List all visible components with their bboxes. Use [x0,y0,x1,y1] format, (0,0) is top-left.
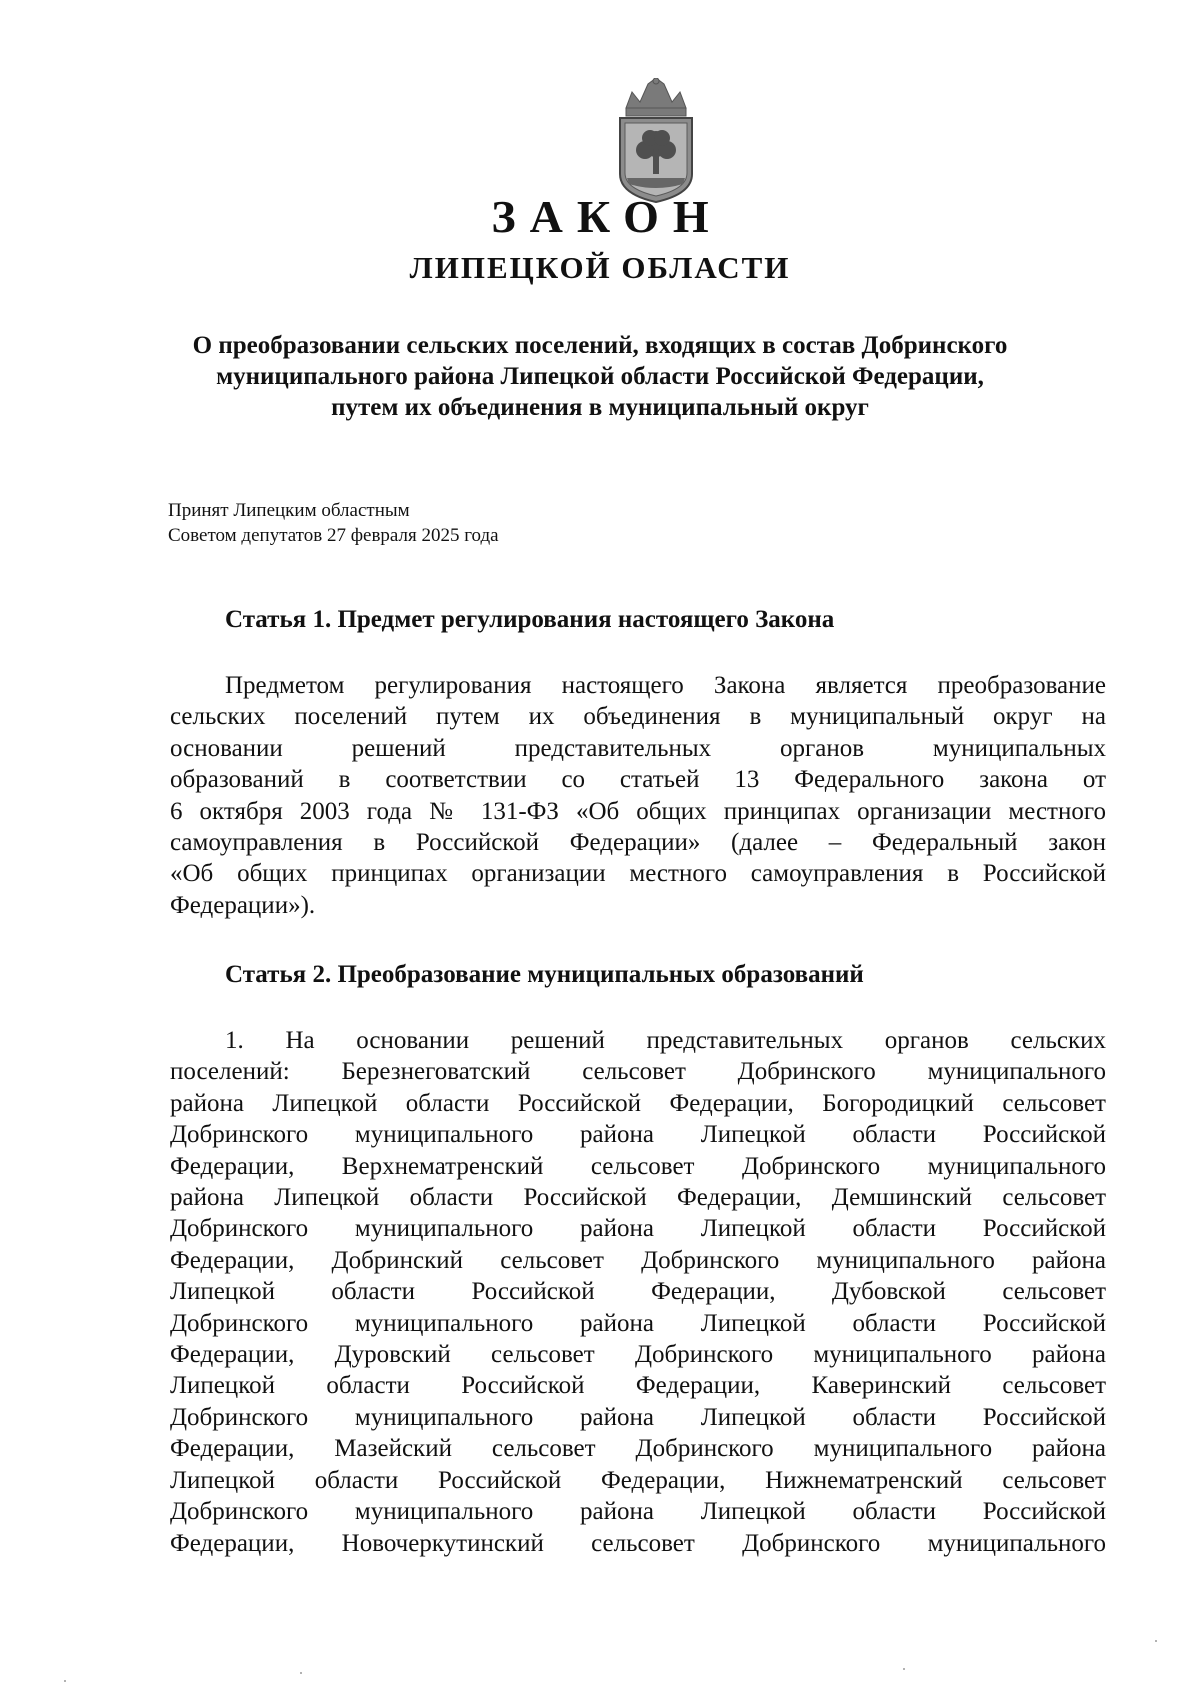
adoption-line: Советом депутатов 27 февраля 2025 года [168,525,499,546]
body-line: Федерации, Верхнематренский сельсовет Добринского муниципального [170,1152,1106,1180]
body-line: сельских поселений путем их объединения в муниципальный округ на [170,703,1106,731]
body-line: Федерации, Новочеркутинский сельсовет Добринского муниципального [170,1529,1106,1557]
body-line: «Об общих принципах организации местного самоуправления в Российской [170,860,1106,888]
body-line: Липецкой области Российской Федерации, Нижнематренский сельсовет [170,1466,1106,1494]
body-line: Добринского муниципального района Липецкой области Российской [170,1498,1106,1526]
article-1-body [170,670,1106,921]
body-line: Добринского муниципального района Липецкой области Российской [170,1309,1106,1337]
article-1-heading: Статья 1. Предмет регулирования настоящего Закона [225,606,835,633]
body-line: Федерации»). [170,891,316,919]
law-title-line: муниципального района Липецкой области Российской Федерации, [216,363,984,390]
body-line: 6 октября 2003 года № 131-ФЗ «Об общих принципах организации местного [170,797,1106,825]
body-line: Федерации, Мазейский сельсовет Добринского муниципального района [170,1435,1106,1463]
lipetsk-oblast-coat-of-arms-icon [614,78,698,204]
law-title-line: О преобразовании сельских поселений, входящих в состав Добринского [192,332,1008,359]
document-region-title: ЛИПЕЦКОЙ ОБЛАСТИ [409,250,791,285]
body-line: Предметом регулирования настоящего Закона является преобразование [225,672,1106,699]
law-title [150,330,1050,423]
body-line: Федерации, Дуровский сельсовет Добринского муниципального района [170,1341,1106,1369]
body-line: Добринского муниципального района Липецкой области Российской [170,1121,1106,1149]
scan-speck [903,1668,905,1670]
scan-speck [64,1680,66,1682]
body-line: основании решений представительных органов муниципальных [170,734,1106,762]
body-line: 1. На основании решений представительных органов сельских [225,1027,1106,1054]
body-line: Добринского муниципального района Липецкой области Российской [170,1215,1106,1243]
article-2-body [170,1025,1106,1559]
body-line: Липецкой области Российской Федерации, Каверинский сельсовет [170,1372,1106,1400]
law-title-line: путем их объединения в муниципальный округ [331,394,869,421]
scan-speck [1155,1640,1157,1642]
document-type-title: ЗАКОН [491,191,723,242]
body-line: района Липецкой области Российской Федерации, Богородицкий сельсовет [170,1089,1106,1117]
body-line: поселений: Березнеговатский сельсовет Добринского муниципального [170,1058,1106,1086]
article-2-heading: Статья 2. Преобразование муниципальных образований [225,961,864,988]
body-line: Липецкой области Российской Федерации, Дубовской сельсовет [170,1278,1106,1306]
body-line: Федерации, Добринский сельсовет Добринского муниципального района [170,1246,1106,1274]
adoption-note [168,498,499,548]
scan-speck [300,1672,302,1674]
body-line: образований в соответствии со статьей 13 Федерального закона от [170,766,1106,794]
body-line: самоуправления в Российской Федерации» (далее – Федеральный закон [170,829,1106,857]
adoption-line: Принят Липецким областным [168,500,410,521]
body-line: Добринского муниципального района Липецкой области Российской [170,1403,1106,1431]
body-line: района Липецкой области Российской Федерации, Демшинский сельсовет [170,1184,1106,1212]
